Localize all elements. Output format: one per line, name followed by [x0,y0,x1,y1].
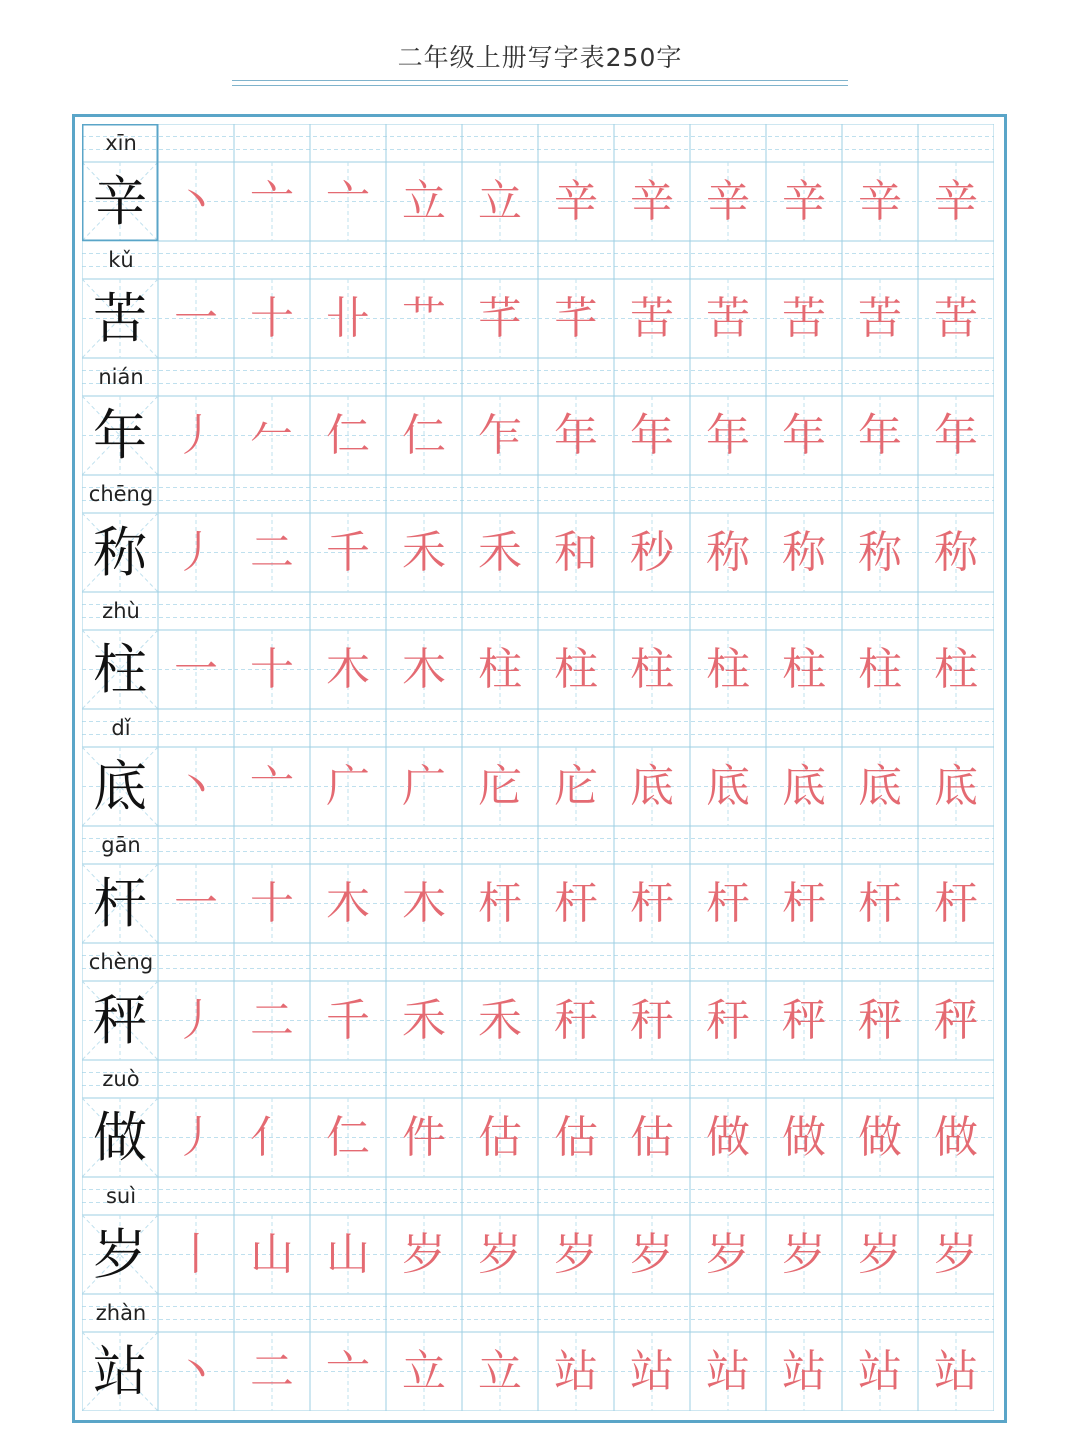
stroke-order-step: 杆 [554,878,598,929]
stroke-order-step: 年 [706,410,750,461]
stroke-order-step: 站 [630,1346,674,1397]
stroke-order-step: 柱 [478,644,522,695]
stroke-order-step: 杆 [630,878,674,929]
stroke-order-step: 秤 [934,995,978,1046]
stroke-order-step: 仁 [326,410,370,461]
stroke-order-step: 站 [554,1346,598,1397]
pinyin-label: gān [101,833,141,857]
title-underline-bottom [232,85,848,86]
stroke-order-step: 岁 [402,1229,446,1280]
stroke-order-step: 苦 [934,293,978,344]
model-character: 岁 [93,1223,147,1286]
stroke-order-step: 艹 [402,293,446,344]
stroke-order-step: 柱 [706,644,750,695]
stroke-order-step: 丶 [174,176,218,227]
model-character: 辛 [93,170,147,233]
stroke-order-step: 岁 [858,1229,902,1280]
stroke-order-step: 十 [250,293,294,344]
stroke-order-step: 仁 [402,410,446,461]
stroke-order-step: 亻 [250,1112,294,1163]
character-row [82,1060,994,1177]
stroke-order-step: 苦 [706,293,750,344]
stroke-order-step: 岁 [630,1229,674,1280]
stroke-order-step: 一 [174,293,218,344]
stroke-order-step: 广 [402,761,446,812]
stroke-order-step: 丿 [174,1112,218,1163]
stroke-order-step: 岁 [706,1229,750,1280]
stroke-order-step: 杆 [478,878,522,929]
model-character: 底 [93,755,147,818]
stroke-order-step: 站 [934,1346,978,1397]
stroke-order-step: 做 [706,1112,750,1163]
stroke-order-step: 仁 [326,1112,370,1163]
stroke-order-step: 做 [858,1112,902,1163]
stroke-order-step: 辛 [782,176,826,227]
character-row [82,124,994,241]
stroke-order-step: 丿 [174,410,218,461]
pinyin-label: zhàn [95,1301,147,1325]
stroke-order-step: 辛 [934,176,978,227]
stroke-order-step: 称 [934,527,978,578]
stroke-order-step: 年 [858,410,902,461]
model-character: 做 [93,1106,147,1169]
pinyin-label: nián [98,365,144,389]
stroke-order-step: 辛 [554,176,598,227]
stroke-order-step: 杆 [782,878,826,929]
title-underline-top [232,80,848,81]
stroke-order-step: 称 [782,527,826,578]
page-title: 二年级上册写字表250字 [397,43,683,72]
stroke-order-step: 丿 [174,527,218,578]
stroke-order-step: 秒 [630,527,674,578]
stroke-order-step: 年 [782,410,826,461]
stroke-order-step: 立 [402,176,446,227]
stroke-order-step: 岁 [782,1229,826,1280]
stroke-order-step: 和 [554,527,598,578]
stroke-order-step: 木 [402,878,446,929]
stroke-order-step: 柱 [782,644,826,695]
stroke-order-step: 杆 [706,878,750,929]
stroke-order-step: 丶 [174,1346,218,1397]
stroke-order-step: 禾 [402,527,446,578]
stroke-order-step: 二 [250,995,294,1046]
stroke-order-step: 庀 [478,761,522,812]
character-row [82,475,994,592]
stroke-order-step: 亠 [250,176,294,227]
stroke-order-step: 柱 [554,644,598,695]
stroke-order-step: 秆 [706,995,750,1046]
model-character: 站 [93,1340,147,1403]
model-character: 称 [93,521,147,584]
pinyin-label: chèng [88,950,154,974]
stroke-order-step: 苦 [782,293,826,344]
stroke-order-step: 辛 [630,176,674,227]
stroke-order-step: 称 [706,527,750,578]
stroke-order-step: 丶 [174,761,218,812]
model-character: 杆 [93,872,147,935]
stroke-order-step: 十 [250,644,294,695]
pinyin-label: zuò [102,1067,140,1091]
model-character: 秤 [93,989,147,1052]
stroke-order-step: 禾 [478,995,522,1046]
character-row [82,1177,994,1294]
stroke-order-step: 卝 [326,293,370,344]
stroke-order-step: 𠂉 [250,410,294,461]
stroke-order-step: 岁 [478,1229,522,1280]
stroke-order-step: 一 [174,878,218,929]
stroke-order-step: 一 [174,644,218,695]
stroke-order-step: 千 [326,995,370,1046]
stroke-order-step: 杆 [858,878,902,929]
stroke-order-step: 件 [402,1112,446,1163]
model-character: 年 [93,404,147,467]
stroke-order-step: 岁 [934,1229,978,1280]
stroke-order-step: 禾 [402,995,446,1046]
character-row [82,241,994,358]
stroke-order-step: 木 [326,878,370,929]
stroke-order-step: 山 [250,1229,294,1280]
stroke-order-step: 秤 [858,995,902,1046]
stroke-order-step: 丿 [174,995,218,1046]
stroke-order-step: 芊 [478,293,522,344]
character-row [82,943,994,1060]
stroke-order-step: 木 [326,644,370,695]
pinyin-label: suì [105,1184,137,1208]
stroke-order-step: 底 [706,761,750,812]
stroke-order-step: 年 [554,410,598,461]
stroke-order-step: 广 [326,761,370,812]
stroke-order-step: 站 [706,1346,750,1397]
stroke-order-step: 站 [782,1346,826,1397]
stroke-order-step: 底 [630,761,674,812]
stroke-order-step: 辛 [858,176,902,227]
pinyin-label: xīn [105,131,137,155]
stroke-order-step: 立 [478,176,522,227]
stroke-order-step: 丨 [174,1229,218,1280]
model-character: 柱 [93,638,147,701]
stroke-order-step: 柱 [934,644,978,695]
stroke-order-step: 苦 [630,293,674,344]
stroke-order-step: 估 [478,1112,522,1163]
stroke-order-step: 千 [326,527,370,578]
stroke-order-step: 年 [934,410,978,461]
stroke-order-step: 杆 [934,878,978,929]
stroke-order-step: 做 [934,1112,978,1163]
stroke-order-step: 立 [478,1346,522,1397]
stroke-order-step: 柱 [858,644,902,695]
stroke-order-step: 底 [858,761,902,812]
stroke-order-step: 木 [402,644,446,695]
pinyin-label: chēng [88,482,154,506]
pinyin-label: dǐ [111,716,131,740]
stroke-order-step: 二 [250,1346,294,1397]
stroke-order-step: 山 [326,1229,370,1280]
stroke-order-step: 二 [250,527,294,578]
stroke-order-step: 秆 [554,995,598,1046]
stroke-order-step: 估 [554,1112,598,1163]
character-row [82,592,994,709]
character-row [82,358,994,475]
stroke-order-step: 柱 [630,644,674,695]
stroke-order-step: 立 [402,1346,446,1397]
stroke-order-step: 站 [858,1346,902,1397]
stroke-order-step: 底 [782,761,826,812]
pinyin-label: kǔ [108,248,134,272]
stroke-order-step: 亠 [326,176,370,227]
stroke-order-step: 十 [250,878,294,929]
stroke-order-step: 估 [630,1112,674,1163]
stroke-order-step: 庀 [554,761,598,812]
stroke-order-step: 辛 [706,176,750,227]
stroke-order-step: 称 [858,527,902,578]
stroke-order-step: 禾 [478,527,522,578]
stroke-order-step: 秆 [630,995,674,1046]
character-row [82,1294,994,1411]
stroke-order-step: 岁 [554,1229,598,1280]
character-row [82,826,994,943]
stroke-order-step: 芊 [554,293,598,344]
stroke-order-step: 秤 [782,995,826,1046]
stroke-order-step: 亠 [326,1346,370,1397]
stroke-order-step: 乍 [478,410,522,461]
stroke-order-step: 亠 [250,761,294,812]
stroke-order-step: 苦 [858,293,902,344]
character-row [82,709,994,826]
stroke-order-step: 底 [934,761,978,812]
stroke-order-step: 做 [782,1112,826,1163]
pinyin-label: zhù [102,599,140,623]
stroke-order-step: 年 [630,410,674,461]
model-character: 苦 [93,287,147,350]
